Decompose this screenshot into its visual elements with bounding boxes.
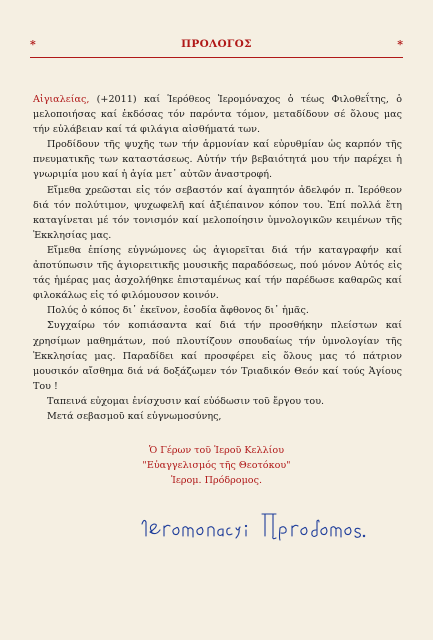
signature-line-3: Ἱερομ. Πρόδρομος. xyxy=(170,475,263,486)
paragraph-5: Πολύς ὁ κόπος δι᾿ ἐκεῖνον, ἐσοδία ἄφθονος δι᾿ ἡμᾶς. xyxy=(47,305,309,317)
page-title: ΠΡΟΛΟΓΟΣ xyxy=(181,38,252,50)
signature-line-2: "Εὐαγγελισμός τῆς Θεοτόκου" xyxy=(142,460,291,471)
paragraph-7: Ταπεινά εὐχομαι ἐνίσχυσιν καί εὐόδωσιν τοῦ ἔργου του. xyxy=(47,395,325,407)
paragraph-1-text: (+2011) καί Ἱερόθεος Ἱερομόναχος ὁ τέως Φιλοθεΐτης, ὁ μελοποιήσας καί ἐκδόσας τόν παρόντα τόμον, μεταδίδουν σέ ὅλους μας τήν εὐλάβειαν καί τά φιλάγια αἰσθήματά των. xyxy=(33,94,402,136)
paragraph-4: Εἴμεθα ἐπίσης εὐγνώμονες ὡς ἁγιορεῖται διά τήν καταγραφήν καί ἀποτύπωσιν τῆς ἁγιορειτικῆς μουσικῆς παραδόσεως, πού μόνον Αὐτός εἰς τάς ἡμέρας μας ἀσχολήθηκε ἐπισταμένως καί τήν παρέδωσε καθαρῶς καί φιλοκάλως εἰς τό φιλόμουσον κοινόν. xyxy=(33,244,402,302)
header-rule xyxy=(30,57,403,58)
preface-text xyxy=(33,92,402,424)
header-star-left: * xyxy=(30,38,36,51)
paragraph-2: Προδίδουν τῆς ψυχῆς των τήν ἁρμονίαν καί εὐρυθμίαν ὡς καρπόν τῆς πνευματικῆς των καταστάσεως. Αὐτήν τήν βεβαιότητά μου τήν παρέχει ἡ γνωριμία μου καί ἡ ἁγία μετ᾿ αὐτῶν ἀναστροφή. xyxy=(33,139,402,181)
paragraph-1 xyxy=(33,92,402,137)
paragraph-6: Συγχαίρω τόν κοπιάσαντα καί διά τήν προσθήκην πλείστων καί χρησίμων μαθημάτων, πού πλουτίζουν σπουδαίως τήν ὑμνολογίαν τῆς Ἐκκλησίας μας. Παραδίδει καί προσφέρει εἰς ὅλους μας τό πάτριον μουσικόν αἴσθημα διά νά δοξάζωμεν τόν Τριαδικόν Θεόν καί τούς Ἁγίους Του ! xyxy=(33,320,402,392)
paragraph-8: Μετά σεβασμοῦ καί εὐγνωμοσύνης, xyxy=(47,410,222,422)
page-header xyxy=(30,38,403,56)
signature-line-1: Ὁ Γέρων τοῦ Ἱεροῦ Κελλίου xyxy=(148,445,285,456)
paragraph-1-red-start: Αἰγιαλείας, xyxy=(33,94,90,105)
paragraph-3: Εἴμεθα χρεῶσται εἰς τόν σεβαστόν καί ἀγαπητόν ἀδελφόν π. Ἱερόθεον διά τόν πολύτιμον, ψυχωφελῆ καί ἀξιέπαινον κόπον του. Ἐπί πολλά ἔτη καταγίνεται μέ τόν τονισμόν καί μελοποίησιν ὑμνολογικῶν κειμένων τῆς Ἐκκλησίας μας. xyxy=(33,184,402,241)
header-star-right: * xyxy=(397,38,403,51)
handwritten-signature xyxy=(138,508,368,542)
signature-block xyxy=(0,443,433,488)
